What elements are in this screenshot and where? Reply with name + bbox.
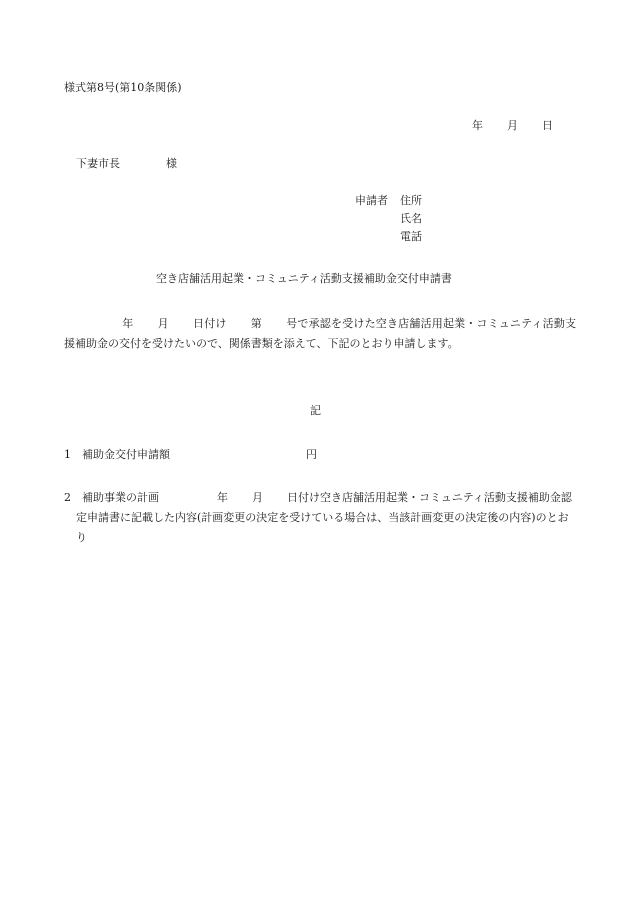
addressee-honorific: 様 [166, 157, 177, 170]
item2-year: 年 [217, 491, 228, 504]
date-month: 月 [507, 119, 518, 132]
date-year: 年 [472, 119, 483, 132]
addressee-name: 下妻市長 [76, 157, 120, 170]
ki-heading: 記 [310, 404, 321, 417]
body-paragraph [64, 314, 576, 354]
item1 [64, 448, 317, 462]
applicant-phone-label: 電話 [400, 230, 422, 243]
applicant-address-label: 住所 [400, 194, 422, 207]
body-rest: 号で承認を受けた空き店舗活用起業・コミュニティ活動支援補助金の交付を受けたいので、関係書類を添えて、下記のとおり申請します。 [64, 317, 577, 350]
body-year: 年 [122, 317, 134, 330]
body-number-prefix: 第 [250, 317, 263, 330]
date-line [472, 119, 553, 133]
applicant-label: 申請者 [355, 194, 388, 207]
item2-month: 月 [252, 491, 263, 504]
document-title: 空き店舗活用起業・コミュニティ活動支援補助金交付申請書 [156, 272, 452, 285]
item2-rest: 日付け空き店舗活用起業・コミュニティ活動支援補助金認定申請書に記載した内容(計画変更の決定を受けている場合は、当該計画変更の決定後の内容)のとおり [76, 491, 572, 544]
item1-label: 1 補助金交付申請額 [64, 448, 170, 461]
form-number: 様式第8号(第10条関係) [64, 81, 182, 94]
item1-unit: 円 [306, 448, 317, 461]
item2-label: 2 補助事業の計画 [64, 491, 159, 504]
addressee [76, 157, 177, 171]
item2 [64, 488, 576, 548]
body-month: 月 [157, 317, 169, 330]
body-dated: 日付け [192, 317, 227, 330]
date-day: 日 [542, 119, 553, 132]
applicant-name-label: 氏名 [400, 212, 422, 225]
